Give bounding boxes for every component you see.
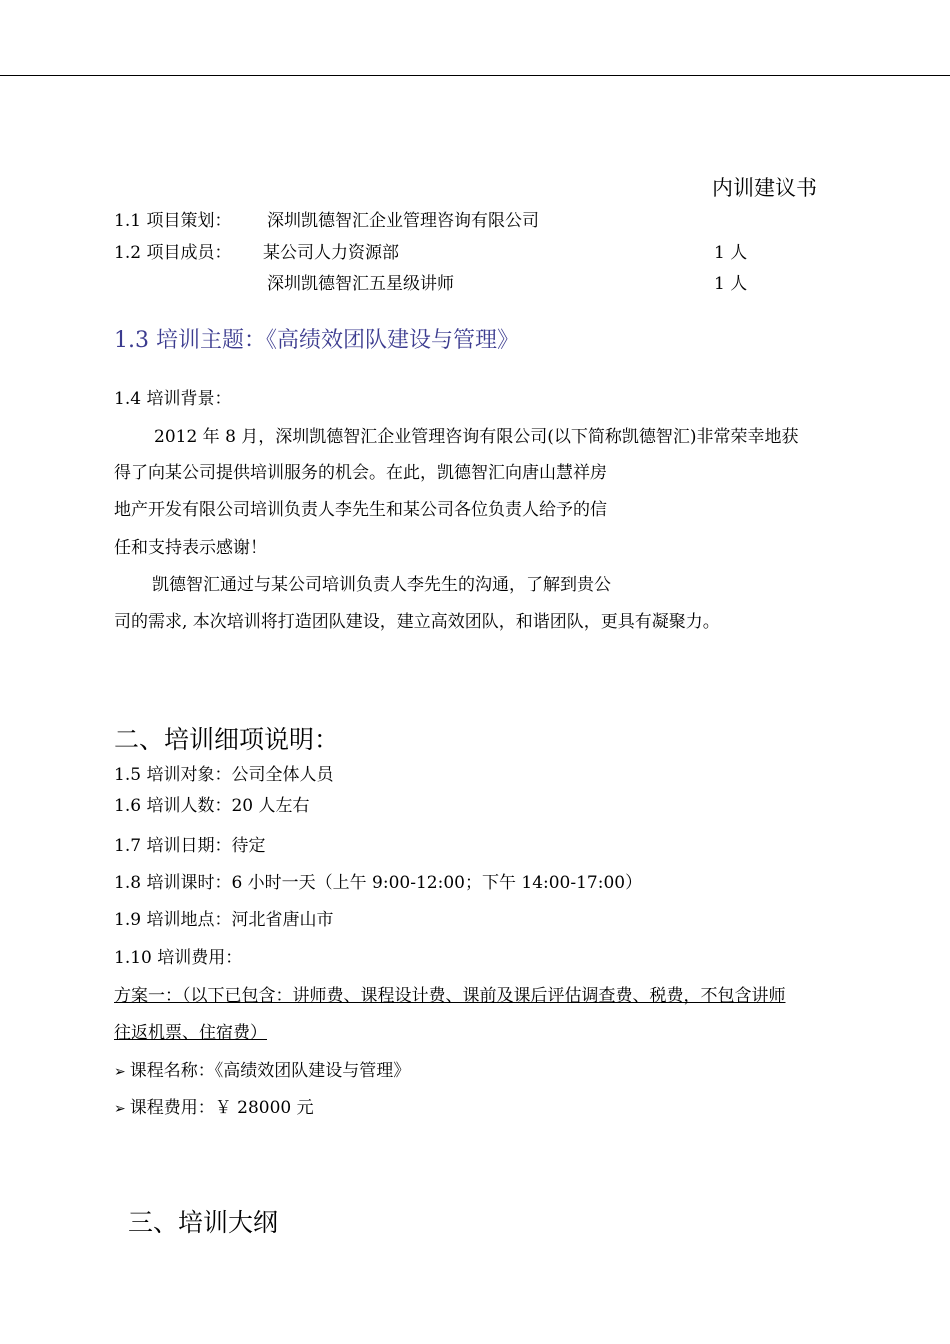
course-name-item xyxy=(114,1060,410,1083)
course-name: 课程名称：《高绩效团队建设与管理》 xyxy=(129,1061,411,1081)
background-line-1: 2012 年 8 月，深圳凯德智汇企业管理咨询有限公司(以下简称凯德智汇)非常荣幸地获 xyxy=(154,427,799,447)
background-label: 1.4 培训背景： xyxy=(114,389,232,409)
project-planner-label: 1.1 项目策划： xyxy=(114,211,232,231)
detail-headcount: 1.6 培训人数：20 人左右 xyxy=(114,796,310,816)
background-line-5: 凯德智汇通过与某公司培训负责人李先生的沟通，了解到贵公 xyxy=(152,575,611,595)
course-fee-item xyxy=(114,1097,314,1120)
training-topic: 1.3 培训主题：《高绩效团队建设与管理》 xyxy=(114,328,519,353)
section-2-heading: 二、培训细项说明： xyxy=(114,725,340,754)
header-rule xyxy=(0,75,950,76)
background-line-3: 地产开发有限公司培训负责人李先生和某公司各位负责人给予的信 xyxy=(114,500,607,520)
member-2-count: 1 人 xyxy=(714,274,748,294)
project-members-label: 1.2 项目成员： xyxy=(114,243,232,263)
detail-date: 1.7 培训日期：待定 xyxy=(114,836,266,856)
member-2-name: 深圳凯德智汇五星级讲师 xyxy=(267,274,454,294)
arrow-bullet-icon: ➢ xyxy=(114,1064,126,1080)
background-line-6: 司的需求, 本次培训将打造团队建设，建立高效团队，和谐团队，更具有凝聚力。 xyxy=(114,612,720,632)
section-3-heading: 三、培训大纲 xyxy=(128,1208,279,1237)
plan-line-1: 方案一：（以下已包含：讲师费、课程设计费、课前及课后评估调查费、税费，不包含讲师 xyxy=(114,986,786,1006)
course-fee: 课程费用：￥ 28000 元 xyxy=(129,1098,314,1118)
plan-line-2: 往返机票、住宿费） xyxy=(114,1023,267,1043)
detail-target: 1.5 培训对象：公司全体人员 xyxy=(114,765,334,785)
detail-hours: 1.8 培训课时：6 小时一天（上午 9:00-12:00；下午 14:00-17:00） xyxy=(114,873,643,893)
member-1-count: 1 人 xyxy=(714,243,748,263)
detail-location: 1.9 培训地点：河北省唐山市 xyxy=(114,910,334,930)
document-title: 内训建议书 xyxy=(712,176,817,200)
background-line-2: 得了向某公司提供培训服务的机会。在此，凯德智汇向唐山慧祥房 xyxy=(114,463,607,483)
background-line-4: 任和支持表示感谢！ xyxy=(114,538,267,558)
arrow-bullet-icon: ➢ xyxy=(114,1101,126,1117)
detail-fee-label: 1.10 培训费用： xyxy=(114,948,243,968)
member-1-name: 某公司人力资源部 xyxy=(263,243,399,263)
project-planner-value: 深圳凯德智汇企业管理咨询有限公司 xyxy=(267,211,539,231)
